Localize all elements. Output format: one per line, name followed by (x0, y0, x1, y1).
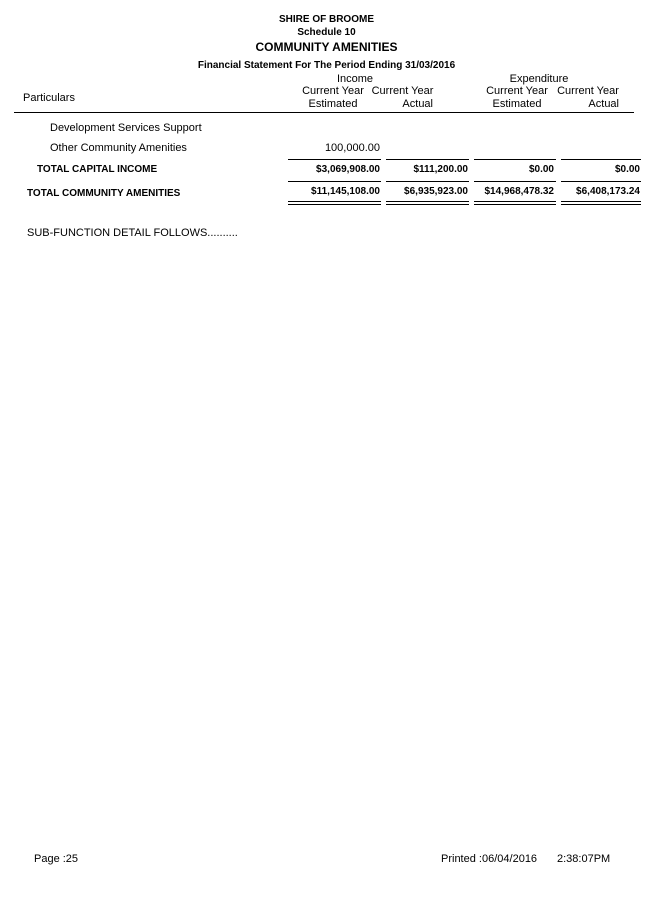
org-name: SHIRE OF BROOME (278, 14, 374, 25)
particulars-header: Particulars (23, 92, 75, 104)
double-rule (386, 204, 469, 205)
total-rule (561, 159, 641, 160)
period-subtitle: Financial Statement For The Period Ending 31/03/2016 (197, 60, 456, 71)
row-income-estimated: 100,000.00 (324, 142, 380, 154)
total-amenities-exp-actual: $6,408,173.24 (576, 186, 640, 197)
total-capital-income-exp-estimated: $0.00 (528, 164, 554, 175)
double-rule (474, 204, 556, 205)
header-line: Current Year (302, 85, 364, 97)
total-capital-income-exp-actual: $0.00 (614, 164, 640, 175)
header-line: Estimated (492, 98, 542, 110)
total-rule (288, 181, 381, 182)
total-rule (386, 181, 469, 182)
total-rule (474, 159, 556, 160)
header-line: Actual (402, 98, 433, 110)
income-actual-header (370, 85, 435, 111)
header-line: Current Year (486, 85, 548, 97)
total-amenities-income-estimated: $11,145,108.00 (311, 186, 380, 197)
printed-time: 2:38:07PM (557, 853, 611, 865)
total-capital-income-label: TOTAL CAPITAL INCOME (37, 164, 158, 175)
total-rule (474, 181, 556, 182)
header-rule (14, 112, 634, 113)
double-rule (474, 201, 556, 202)
page-title: COMMUNITY AMENITIES (255, 40, 398, 54)
income-estimated-header (290, 85, 376, 111)
printed-date: 06/04/2016 (482, 853, 538, 865)
income-group-header: Income (336, 73, 374, 85)
expenditure-actual-header (557, 85, 619, 111)
total-capital-income-actual: $111,200.00 (413, 164, 468, 175)
double-rule (288, 204, 381, 205)
double-rule (386, 201, 469, 202)
header-line: Actual (588, 98, 619, 110)
double-rule (288, 201, 381, 202)
row-label: Development Services Support (50, 122, 202, 134)
double-rule (561, 204, 641, 205)
total-rule (386, 159, 469, 160)
row-label: Other Community Amenities (50, 142, 187, 154)
header-line: Current Year (557, 85, 619, 97)
header-line: Current Year (371, 85, 434, 97)
total-rule (288, 159, 381, 160)
total-amenities-exp-estimated: $14,968,478.32 (484, 186, 554, 197)
schedule-label: Schedule 10 (297, 27, 356, 38)
page-number: Page :25 (34, 853, 79, 865)
double-rule (561, 201, 641, 202)
expenditure-estimated-header (474, 85, 560, 111)
expenditure-group-header: Expenditure (509, 73, 569, 85)
printed-label: Printed : (441, 853, 482, 865)
total-amenities-income-actual: $6,935,923.00 (404, 186, 468, 197)
total-rule (561, 181, 641, 182)
header-line: Estimated (308, 98, 358, 110)
total-community-amenities-label: TOTAL COMMUNITY AMENITIES (27, 188, 181, 199)
sub-function-note: SUB-FUNCTION DETAIL FOLLOWS.......... (27, 227, 238, 239)
total-capital-income-estimated: $3,069,908.00 (316, 164, 380, 175)
